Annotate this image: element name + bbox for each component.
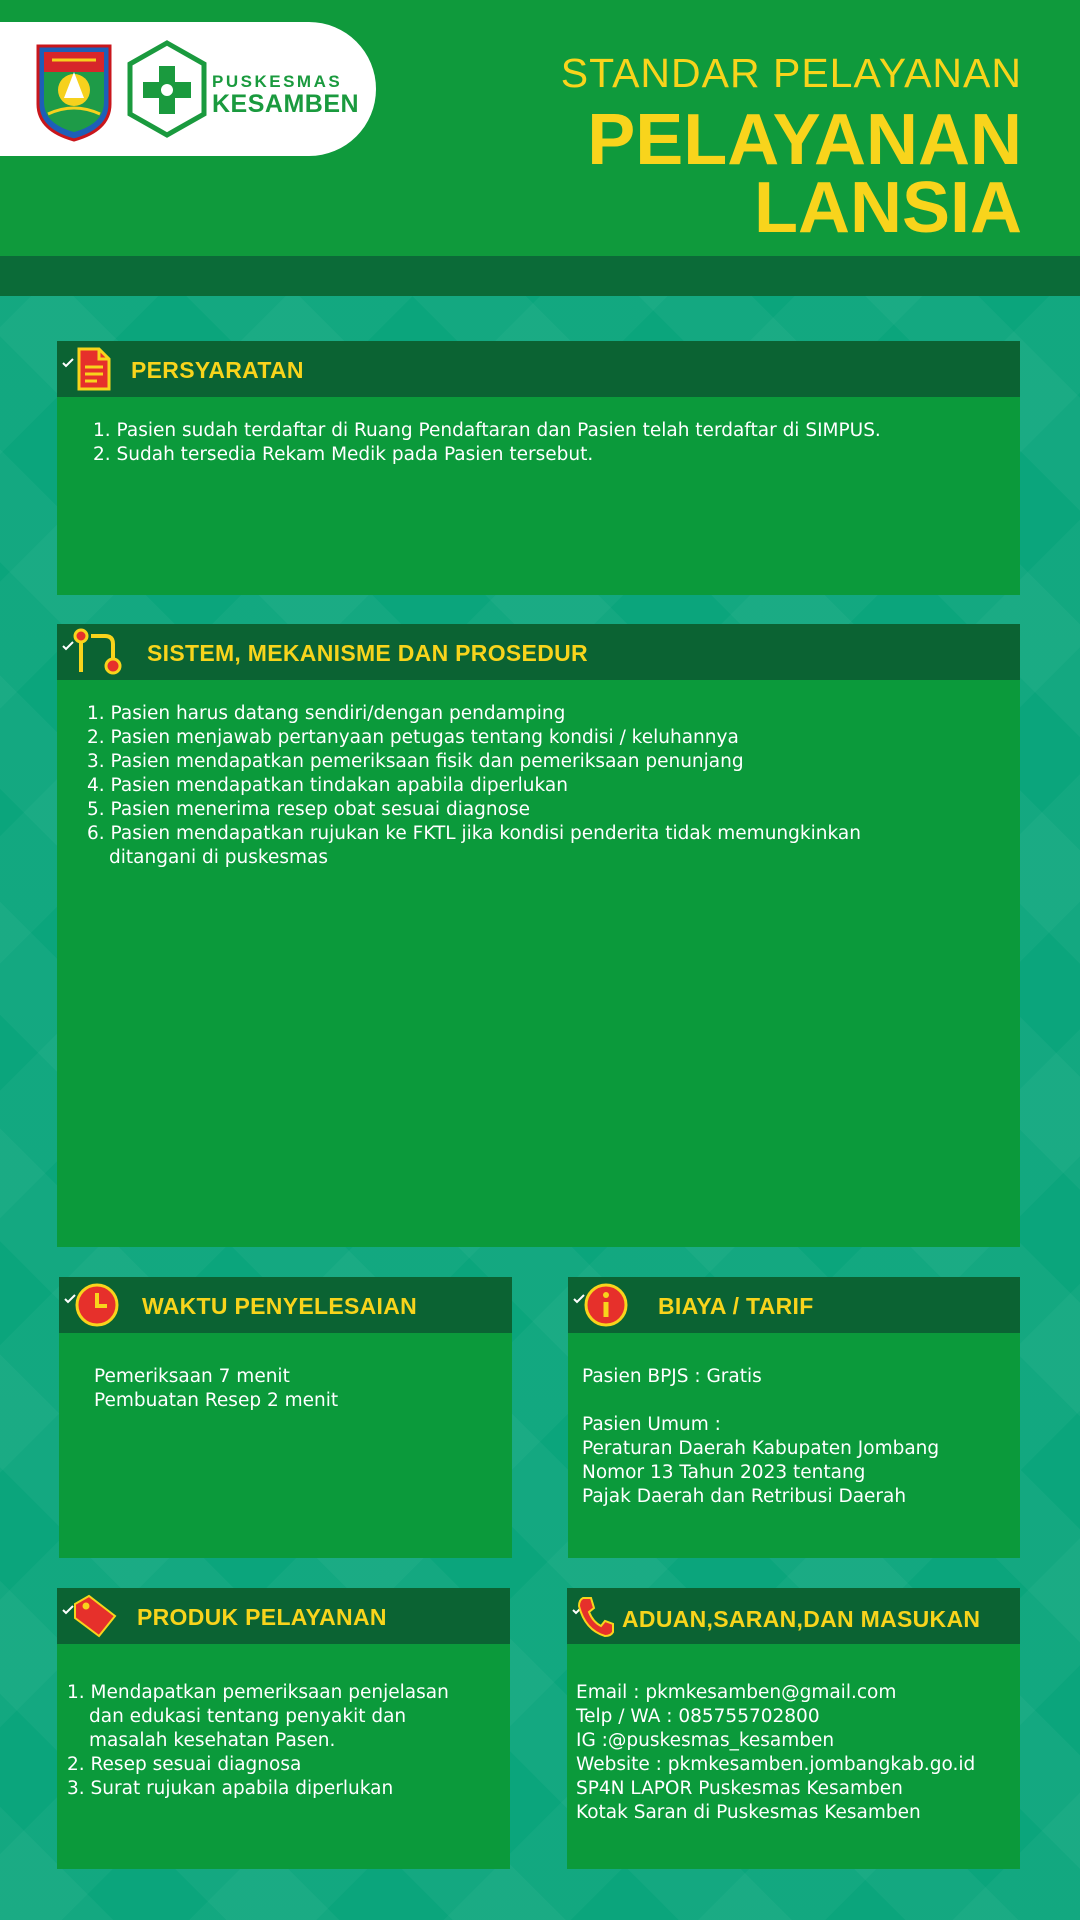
sistem-title: SISTEM, MEKANISME DAN PROSEDUR <box>147 640 588 666</box>
list-item: 1. Pasien harus datang sendiri/dengan pendamping <box>87 703 566 724</box>
aduan-card <box>567 1588 1020 1869</box>
sistem-card <box>57 624 1020 1247</box>
clock-icon <box>73 1281 121 1329</box>
list-item: 2. Resep sesuai diagnosa <box>67 1754 302 1775</box>
puskesmas-logo-icon <box>126 40 208 138</box>
list-item-continuation: ditangani di puskesmas <box>109 847 328 868</box>
biaya-title: BIAYA / TARIF <box>658 1293 814 1319</box>
page-title <box>462 100 1022 248</box>
sistem-list <box>87 702 861 870</box>
list-item: 3. Surat rujukan apabila diperlukan <box>67 1778 394 1799</box>
list-item: Pajak Daerah dan Retribusi Daerah <box>582 1486 907 1507</box>
route-icon <box>69 628 129 676</box>
list-item: 1. Pasien sudah terdaftar di Ruang Pendaftaran dan Pasien telah terdaftar di SIMPUS. <box>93 420 881 441</box>
list-item: Pembuatan Resep 2 menit <box>94 1390 339 1411</box>
title-line-2: LANSIA <box>754 168 1022 248</box>
produk-title: PRODUK PELAYANAN <box>137 1604 387 1630</box>
tag-icon <box>71 1592 119 1640</box>
list-item: Pemeriksaan 7 menit <box>94 1366 290 1387</box>
waktu-list <box>94 1365 338 1413</box>
document-icon <box>69 345 117 393</box>
waktu-header <box>59 1277 512 1333</box>
list-item-continuation: masalah kesehatan Pasen. <box>89 1730 336 1751</box>
contact-suggestion-box: Kotak Saran di Puskesmas Kesamben <box>576 1802 921 1823</box>
waktu-title: WAKTU PENYELESAIAN <box>142 1293 418 1319</box>
biaya-header <box>568 1277 1020 1333</box>
sistem-header <box>57 624 1020 680</box>
list-item <box>582 1389 939 1413</box>
list-item: 6. Pasien mendapatkan rujukan ke FKTL jika kondisi penderita tidak memungkinkan <box>87 823 861 844</box>
contact-phone[interactable]: Telp / WA : 085755702800 <box>576 1706 820 1727</box>
aduan-title: ADUAN,SARAN,DAN MASUKAN <box>622 1606 981 1632</box>
list-item: 4. Pasien mendapatkan tindakan apabila diperlukan <box>87 775 568 796</box>
aduan-header <box>567 1588 1020 1644</box>
phone-icon <box>575 1592 615 1640</box>
logo-area <box>0 22 376 156</box>
persyaratan-card <box>57 341 1020 595</box>
list-item: 2. Sudah tersedia Rekam Medik pada Pasien tersebut. <box>93 444 594 465</box>
contact-instagram[interactable]: IG :@puskesmas_kesamben <box>576 1730 835 1751</box>
contact-email[interactable]: Email : pkmkesamben@gmail.com <box>576 1682 897 1703</box>
list-item: Pasien Umum : <box>582 1414 721 1435</box>
header-band <box>0 256 1080 296</box>
title-line-1: PELAYANAN <box>587 100 1022 180</box>
list-item: 1. Mendapatkan pemeriksaan penjelasan <box>67 1682 449 1703</box>
persyaratan-header <box>57 341 1020 397</box>
list-item: Pasien BPJS : Gratis <box>582 1366 762 1387</box>
list-item-continuation: dan edukasi tentang penyakit dan <box>89 1706 407 1727</box>
produk-header <box>57 1588 510 1644</box>
contact-website[interactable]: Website : pkmkesamben.jombangkab.go.id <box>576 1754 976 1775</box>
waktu-card <box>59 1277 512 1558</box>
header <box>0 0 1080 256</box>
brand-line-1: PUSKESMAS <box>212 72 343 91</box>
aduan-list <box>576 1681 975 1825</box>
persyaratan-list <box>93 419 881 467</box>
biaya-list <box>582 1365 939 1509</box>
list-item: 3. Pasien mendapatkan pemeriksaan fisik dan pemeriksaan penunjang <box>87 751 744 772</box>
regency-crest-icon <box>34 42 114 142</box>
list-item: 5. Pasien menerima resep obat sesuai diagnose <box>87 799 530 820</box>
info-icon <box>582 1281 630 1329</box>
produk-card <box>57 1588 510 1869</box>
list-item: 2. Pasien menjawab pertanyaan petugas tentang kondisi / keluhannya <box>87 727 739 748</box>
list-item: Nomor 13 Tahun 2023 tentang <box>582 1462 866 1483</box>
brand-line-2: KESAMBEN <box>212 90 360 118</box>
biaya-card <box>568 1277 1020 1558</box>
persyaratan-title: PERSYARATAN <box>131 357 304 383</box>
page-subtitle: STANDAR PELAYANAN <box>560 50 1022 96</box>
produk-list <box>67 1681 449 1801</box>
contact-sp4n-lapor: SP4N LAPOR Puskesmas Kesamben <box>576 1778 903 1799</box>
list-item: Peraturan Daerah Kabupaten Jombang <box>582 1438 940 1459</box>
